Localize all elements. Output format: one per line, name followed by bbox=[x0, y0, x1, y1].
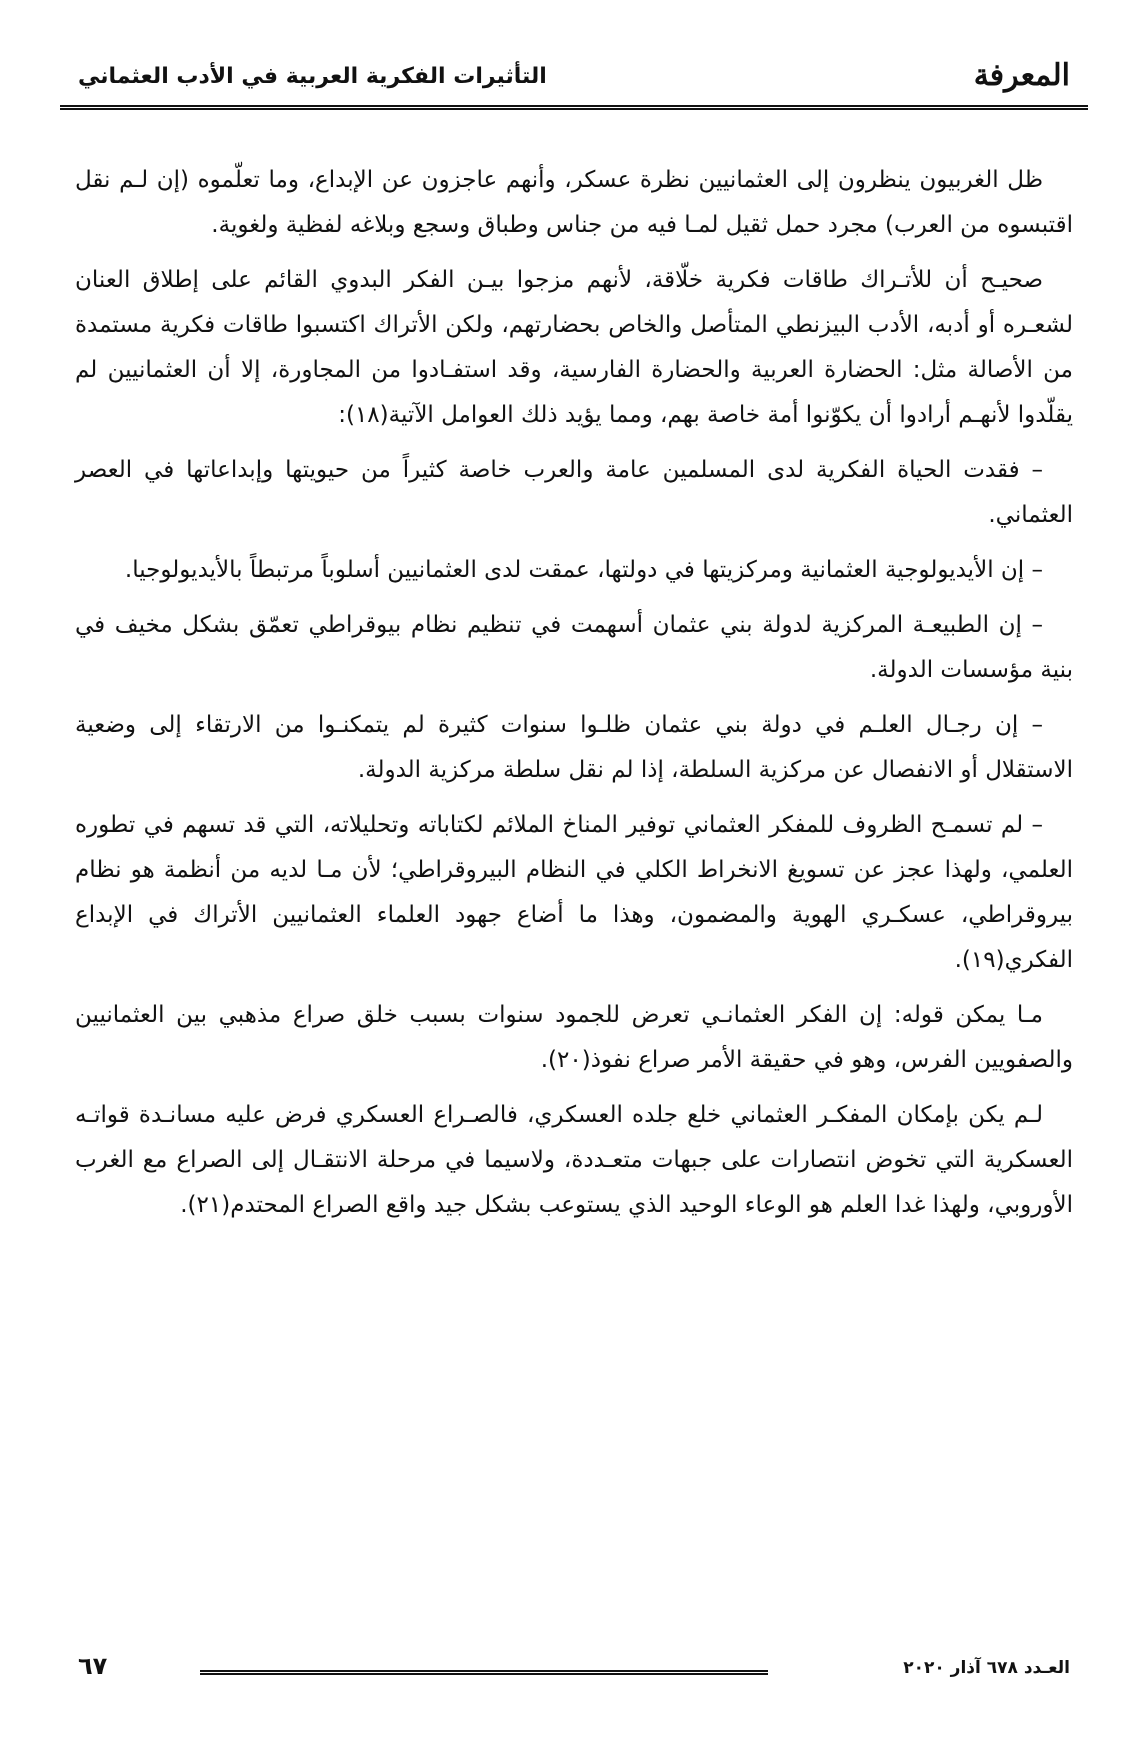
bullet-point-1: – فقدت الحياة الفكرية لدى المسلمين عامة والعرب خاصة كثيراً من حيويتها وإبداعاتها في العصر العثماني. bbox=[75, 457, 1073, 528]
page-header bbox=[60, 40, 1088, 110]
issue-info: العـدد ٦٧٨ آذار ٢٠٢٠ bbox=[903, 1658, 1070, 1678]
paragraph-2: صحيـح أن للأتـراك طاقات فكرية خلّاقة، لأنهم مزجوا بيـن الفكر البدوي القائم على إطلاق العنان لشعـره أو أدبه، الأدب البيزنطي المتأصل والخاص بحضارتهم، ولكن الأتراك اكتسبوا طاقات فكرية مستمدة من الأصالة مثل: الحضارة العربية والحضارة الفارسية، وقد استفـادوا من المجاورة، إلا أن العثمانيين لم يقلّدوا لأنهـم أرادوا أن يكوّنوا أمة خاصة بهم، ومما يؤيد ذلك العوامل الآتية(١٨): bbox=[75, 267, 1073, 428]
bullet-point-3: – إن الطبيعـة المركزية لدولة بني عثمان أسهمت في تنظيم نظام بيوقراطي تعمّق بشكل مخيف في بنية مؤسسات الدولة. bbox=[75, 612, 1073, 683]
journal-logo: المعرفة bbox=[973, 58, 1070, 93]
article-body bbox=[75, 158, 1073, 1238]
running-title: التأثيرات الفكرية العربية في الأدب العثماني bbox=[78, 64, 547, 89]
bullet-point-2: – إن الأيديولوجية العثمانية ومركزيتها في دولتها، عمقت لدى العثمانيين أسلوباً مرتبطاً بالأيديولوجيا. bbox=[124, 557, 1043, 583]
paragraph-3: مـا يمكن قوله: إن الفكر العثمانـي تعرض للجمود سنوات بسبب خلق صراع مذهبي بين العثمانيين والصفويين الفرس، وهو في حقيقة الأمر صراع نفوذ(٢٠). bbox=[75, 1002, 1073, 1073]
bullet-point-5: – لم تسمـح الظروف للمفكر العثماني توفير المناخ الملائم لكتاباته وتحليلاته، التي قد تسهم في تطوره العلمي، ولهذا عجز عن تسويغ الانخراط الكلي في النظام البيروقراطي؛ لأن مـا لديه من أنظمة هو نظام بيروقراطي، عسكـري الهوية والمضمون، وهذا ما أضاع جهود العلماء العثمانيين الأتراك في الإبداع الفكري(١٩). bbox=[75, 812, 1073, 973]
page-number: ٦٧ bbox=[78, 1652, 108, 1680]
page-footer bbox=[60, 1650, 1088, 1690]
header-divider bbox=[60, 105, 1088, 110]
footer-divider bbox=[200, 1670, 768, 1675]
bullet-point-4: – إن رجـال العلـم في دولة بني عثمان ظلـوا سنوات كثيرة لم يتمكنـوا من الارتقاء إلى وضعية الاستقلال أو الانفصال عن مركزية السلطة، إذا لم نقل سلطة مركزية الدولة. bbox=[75, 712, 1073, 783]
paragraph-1: ظل الغربيون ينظرون إلى العثمانيين نظرة عسكر، وأنهم عاجزون عن الإبداع، وما تعلّموه (إن لـم نقل اقتبسوه من العرب) مجرد حمل ثقيل لمـا فيه من جناس وطباق وسجع وبلاغه لفظية ولغوية. bbox=[75, 167, 1073, 238]
paragraph-4: لـم يكن بإمكان المفكـر العثماني خلع جلده العسكري، فالصـراع العسكري فرض عليه مسانـدة قواتـه العسكرية التي تخوض انتصارات على جبهات متعـددة، ولاسيما في مرحلة الانتقـال إلى الصراع مع الغرب الأوروبي، ولهذا غدا العلم هو الوعاء الوحيد الذي يستوعب بشكل جيد واقع الصراع المحتدم(٢١). bbox=[75, 1102, 1073, 1218]
